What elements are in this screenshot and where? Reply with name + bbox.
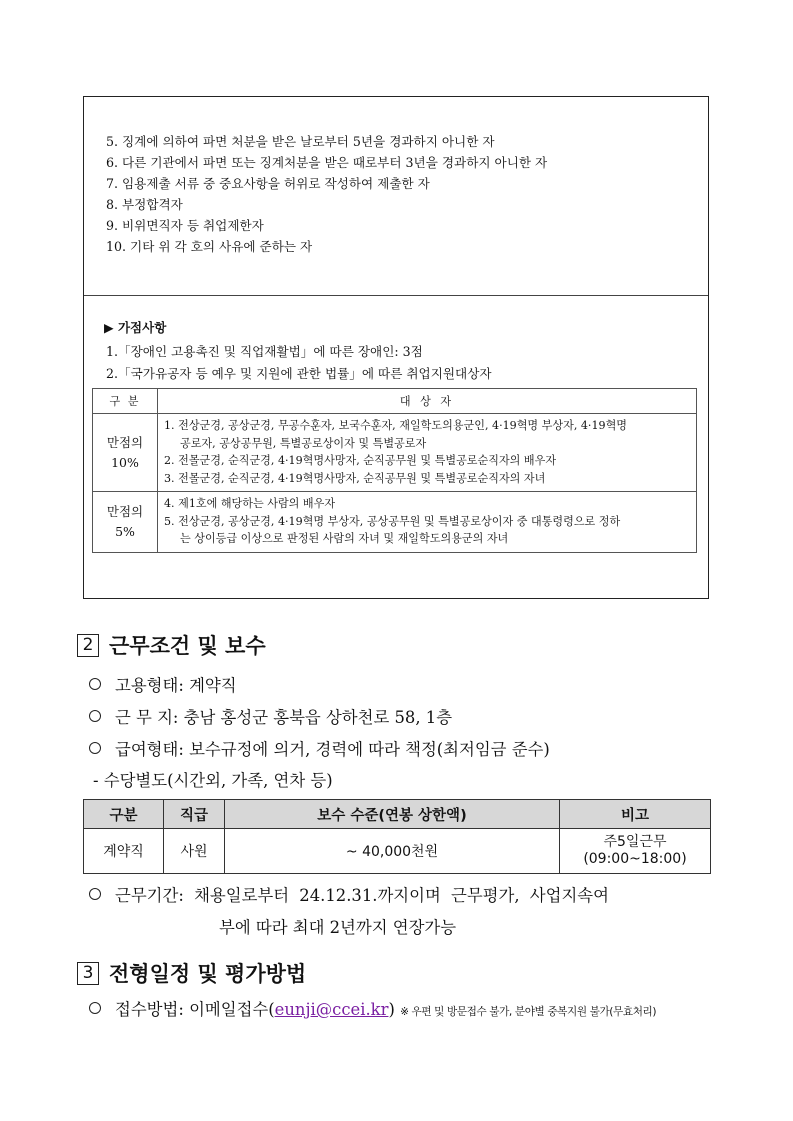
pay-header: 구분 — [84, 800, 164, 829]
bonus-title: 가점사항 — [117, 320, 167, 335]
section-3-heading — [77, 958, 306, 988]
circle-bullet-icon — [89, 742, 101, 754]
salary-type: 급여형태: 보수규정에 의거, 경력에 따라 책정(최저임금 준수) — [89, 736, 550, 760]
bonus-table — [92, 388, 697, 553]
section-number: 3 — [77, 962, 99, 985]
bonus-row-targets — [158, 492, 697, 553]
pay-type: 계약직 — [84, 829, 164, 874]
email-link[interactable]: eunji@ccei.kr — [274, 1000, 389, 1019]
work-location: 근 무 지: 충남 홍성군 홍북읍 상하천로 58, 1층 — [89, 704, 452, 728]
circle-bullet-icon — [89, 678, 101, 690]
allowance-note: - 수당별도(시간외, 가족, 연차 등) — [93, 771, 333, 790]
pay-salary: ~ 40,000천원 — [225, 829, 560, 874]
pay-table — [83, 799, 711, 874]
qualification-box — [83, 96, 709, 599]
bonus-heading — [104, 318, 166, 336]
disqualification-item: 9. 비위면직자 등 취업제한자 — [106, 218, 264, 233]
bonus-header-target: 대 상 자 — [158, 389, 697, 414]
disqualification-item: 10. 기타 위 각 호의 사유에 준하는 자 — [106, 239, 313, 254]
bonus-row-category: 만점의 10% — [93, 414, 158, 492]
circle-bullet-icon — [89, 710, 101, 722]
pay-rank: 사원 — [164, 829, 225, 874]
pay-note: 주5일근무 (09:00~18:00) — [560, 829, 711, 874]
bonus-target-line: 1. 전상군경, 공상군경, 무공수훈자, 보국수훈자, 재일학도의용군인, 4·19혁명 부상자, 4·19혁명 — [164, 419, 628, 432]
pay-header: 비고 — [560, 800, 711, 829]
bonus-target-line: 는 상이등급 이상으로 판정된 사람의 자녀 및 재일학도의용군의 자녀 — [180, 532, 509, 545]
disqualification-item: 7. 임용제출 서류 중 중요사항을 허위로 작성하여 제출한 자 — [106, 176, 430, 191]
apply-method: 접수방법: 이메일접수(eunji@ccei.kr) ※ 우편 및 방문접수 불가, 분야별 중복지원 불가(무효처리) — [89, 996, 656, 1020]
work-period: 근무기간: 채용일로부터 24.12.31.까지이며 근무평가, 사업지속여 — [89, 882, 609, 906]
circle-bullet-icon — [89, 888, 101, 900]
disqualification-item: 6. 다른 기관에서 파면 또는 징계처분을 받은 때로부터 3년을 경과하지 아니한 자 — [106, 155, 548, 170]
section-title: 전형일정 및 평가방법 — [109, 962, 307, 986]
pay-header: 직급 — [164, 800, 225, 829]
bonus-header-category: 구 분 — [93, 389, 158, 414]
bonus-target-line: 2. 전몰군경, 순직군경, 4·19혁명사망자, 순직공무원 및 특별공로순직자의 배우자 — [164, 454, 557, 467]
bonus-line: 2.「국가유공자 등 예우 및 지원에 관한 법률」에 따른 취업지원대상자 — [106, 366, 492, 381]
circle-bullet-icon — [89, 1002, 101, 1014]
disqualification-item: 8. 부정합격자 — [106, 197, 183, 212]
box-divider — [84, 295, 708, 296]
bonus-target-line: 4. 제1호에 해당하는 사람의 배우자 — [164, 497, 336, 510]
bonus-target-line: 5. 전상군경, 공상군경, 4·19혁명 부상자, 공상공무원 및 특별공로상이자 중 대통령령으로 정하 — [164, 514, 621, 528]
disqualification-item: 5. 징계에 의하여 파면 처분을 받은 날로부터 5년을 경과하지 아니한 자 — [106, 134, 495, 149]
section-2-heading — [77, 630, 266, 660]
triangle-icon: ▶ — [104, 320, 114, 335]
bonus-target-line: 3. 전몰군경, 순직군경, 4·19혁명사망자, 순직공무원 및 특별공로순직자의 자녀 — [164, 471, 546, 485]
pay-header: 보수 수준(연봉 상한액) — [225, 800, 560, 829]
bonus-row-targets — [158, 414, 697, 492]
section-number: 2 — [77, 634, 99, 657]
work-period-cont: 부에 따라 최대 2년까지 연장가능 — [219, 918, 457, 937]
bonus-row-category: 만점의 5% — [93, 492, 158, 553]
employment-type: 고용형태: 계약직 — [89, 672, 237, 696]
bonus-target-line: 공로자, 공상공무원, 특별공로상이자 및 특별공로자 — [180, 436, 427, 450]
apply-note: ※ 우편 및 방문접수 불가, 분야별 중복지원 불가(무효처리) — [400, 1006, 657, 1018]
section-title: 근무조건 및 보수 — [109, 634, 266, 658]
bonus-line: 1.「장애인 고용촉진 및 직업재활법」에 따른 장애인: 3점 — [106, 344, 423, 359]
